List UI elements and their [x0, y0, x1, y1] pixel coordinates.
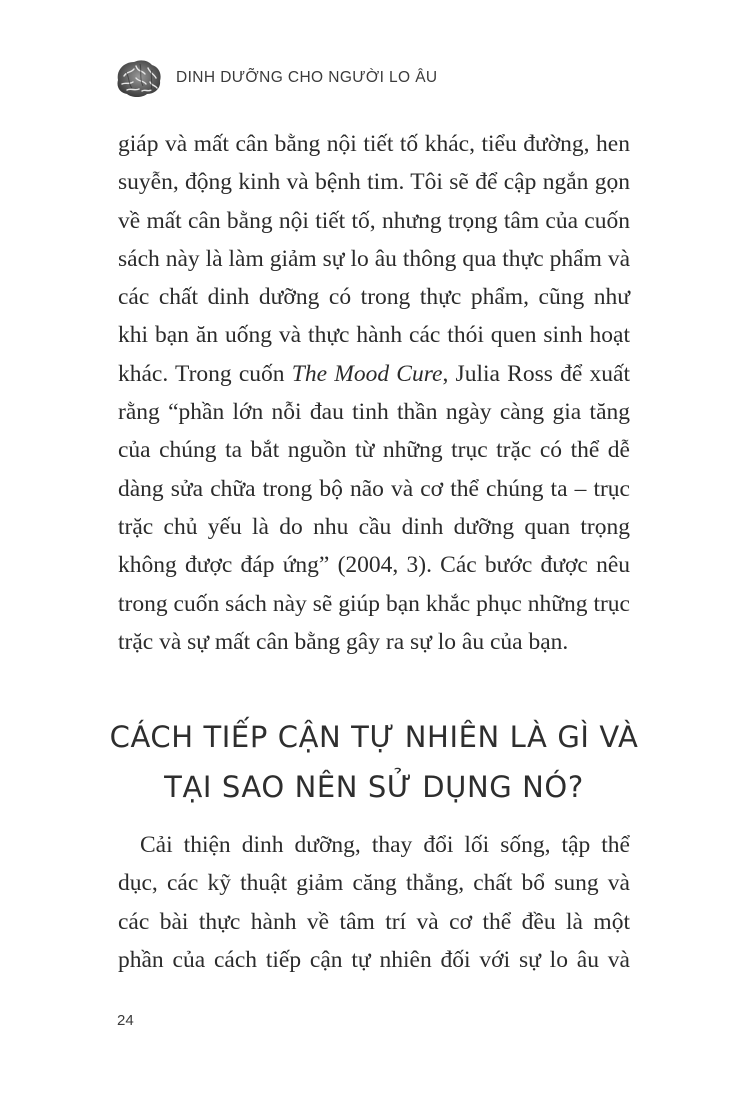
text-fragment: , Julia Ross để xuất — [442, 360, 630, 387]
brain-icon — [112, 56, 164, 100]
text-line: không được đáp ứng” (2004, 3). Các bước được nêu — [118, 552, 630, 579]
text-fragment: khác. Trong cuốn — [118, 360, 292, 387]
text-line: dục, các kỹ thuật giảm căng thẳng, chất bổ sung và — [118, 870, 630, 897]
book-title: The Mood Cure — [291, 360, 443, 387]
section-heading — [80, 712, 668, 812]
text-line: trong cuốn sách này sẽ giúp bạn khắc phục những trục — [118, 590, 630, 617]
text-line: các bài thực hành về tâm trí và cơ thể đều là một — [118, 908, 630, 935]
text-line: khi bạn ăn uống và thực hành các thói quen sinh hoạt — [118, 322, 630, 349]
text-line: giáp và mất cân bằng nội tiết tố khác, tiểu đường, hen — [118, 131, 630, 157]
text-line: về mất cân bằng nội tiết tố, nhưng trọng tâm của cuốn — [118, 207, 630, 234]
text-line: phần của cách tiếp cận tự nhiên đối với sự lo âu và — [118, 946, 630, 973]
text-line: rằng “phần lớn nỗi đau tinh thần ngày càng gia tăng — [118, 399, 630, 426]
section-heading-line: CÁCH TIẾP CẬN TỰ NHIÊN LÀ GÌ VÀ — [109, 720, 639, 754]
section-heading-line: TẠI SAO NÊN SỬ DỤNG NÓ? — [164, 770, 584, 804]
text-line: dàng sửa chữa trong bộ não và cơ thể chúng ta – trục — [118, 475, 630, 502]
running-head — [112, 56, 438, 100]
text-line: suyễn, động kinh và bệnh tim. Tôi sẽ để cập ngắn gọn — [118, 169, 630, 196]
page-number: 24 — [117, 1012, 134, 1029]
text-line: trặc và sự mất cân bằng gây ra sự lo âu của bạn. — [118, 628, 569, 655]
body-paragraph-2 — [118, 826, 630, 979]
body-paragraph — [118, 125, 630, 661]
text-line: Cải thiện dinh dưỡng, thay đổi lối sống, tập thể — [140, 832, 630, 858]
text-line: các chất dinh dưỡng có trong thực phẩm, cũng như — [118, 284, 630, 311]
text-line: trặc chủ yếu là do nhu cầu dinh dưỡng quan trọng — [118, 513, 630, 540]
text-line-with-title — [118, 355, 630, 393]
text-line: của chúng ta bắt nguồn từ những trục trặc có thể dễ — [118, 437, 630, 464]
text-line: sách này là làm giảm sự lo âu thông qua thực phẩm và — [118, 245, 630, 272]
running-head-title: DINH DƯỠNG CHO NGƯỜI LO ÂU — [176, 69, 438, 86]
